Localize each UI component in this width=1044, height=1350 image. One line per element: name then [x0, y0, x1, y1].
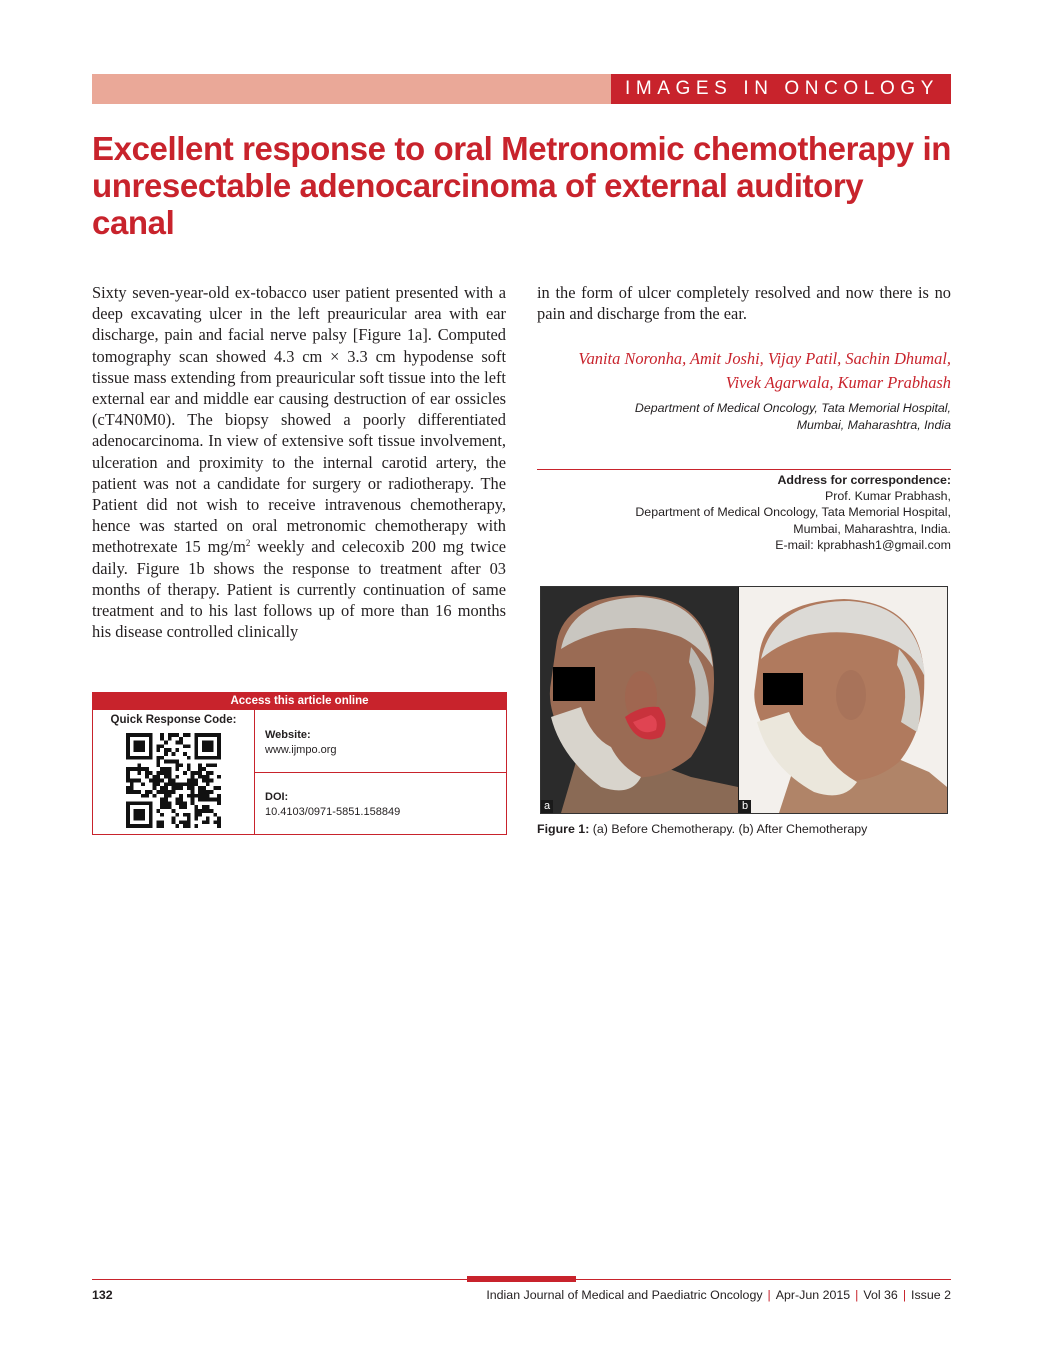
panel-a-letter: a [541, 800, 553, 813]
correspondence-block [537, 472, 951, 553]
qr-code-icon[interactable] [126, 733, 221, 828]
qr-cell [93, 710, 255, 834]
author-line-2: Vivek Agarwala, Kumar Prabhash [725, 373, 951, 392]
section-banner [92, 74, 951, 104]
affiliation-line-2: Mumbai, Maharashtra, India [796, 418, 951, 432]
body-left-column [92, 282, 506, 642]
figure-panel-a-before [541, 587, 738, 813]
body-right-column: in the form of ulcer completely resolved and now there is no pain and discharge from the ear. [537, 283, 951, 324]
correspondence-city: Mumbai, Maharashtra, India. [793, 521, 951, 536]
separator: | [855, 1288, 859, 1302]
footer-accent-tab [467, 1276, 576, 1282]
author-list [537, 347, 951, 395]
website-link[interactable]: www.ijmpo.org [265, 744, 337, 756]
journal-citation-line [486, 1287, 951, 1303]
correspondence-divider [537, 469, 951, 470]
access-article-box [92, 692, 507, 835]
access-box-header: Access this article online [93, 693, 506, 710]
doi-label: DOI: [265, 791, 289, 803]
volume: Vol 36 [863, 1288, 898, 1302]
doi-value[interactable]: 10.4103/0971-5851.158849 [265, 806, 401, 818]
affiliation [537, 400, 951, 434]
figure-caption [537, 821, 951, 837]
superscript-2: 2 [245, 538, 251, 549]
qr-label: Quick Response Code: [110, 714, 237, 726]
patient-photo-after [739, 587, 947, 813]
section-label: IMAGES IN ONCOLOGY [611, 74, 951, 104]
correspondence-name: Prof. Kumar Prabhash, [824, 489, 951, 504]
website-label: Website: [265, 729, 311, 741]
patient-photo-before [541, 587, 738, 813]
page-number: 132 [92, 1288, 113, 1302]
separator: | [767, 1288, 771, 1302]
body-text-part2: weekly and celecoxib 200 mg twice daily. Figure 1b shows the response to treatment after 03 months of therapy. Patient is currently continuation of same treatment and to his last follows up of more than 16 months his disease controlled clinically [92, 537, 507, 642]
issue-date: Apr-Jun 2015 [775, 1288, 851, 1302]
correspondence-department: Department of Medical Oncology, Tata Memorial Hospital, [635, 505, 951, 520]
correspondence-heading: Address for correspondence: [777, 473, 951, 487]
figure-caption-text: (a) Before Chemotherapy. (b) After Chemotherapy [589, 822, 868, 836]
body-text-part1: Sixty seven-year-old ex-tobacco user patient presented with a deep excavating ulcer in the left preauricular area with ear discharge, pain and facial nerve palsy [Figure 1a]. Computed tomography scan showed 4.3 cm × 3.3 cm hypodense soft tissue mass extending from preauricular soft tissue into the left external ear and middle ear causing destruction of ear ossicles (cT4N0M0). The biopsy showed a poorly differentiated adenocarcinoma. In view of extensive soft tissue involvement, ulceration and proximity to the internal carotid artery, the patient was not a candidate for surgery or radiotherapy. The Patient did not wish to receive intravenous chemotherapy, hence was started on oral metronomic chemotherapy with methotrexate 15 mg/m [92, 283, 506, 557]
article-title: Excellent response to oral Metronomic chemotherapy in unresectable adenocarcinoma of external auditory canal [92, 130, 952, 241]
journal-name: Indian Journal of Medical and Paediatric Oncology [486, 1288, 763, 1302]
correspondence-email: E-mail: kprabhash1@gmail.com [775, 537, 951, 552]
figure-1 [540, 586, 948, 814]
panel-b-letter: b [739, 800, 751, 813]
issue-number: Issue 2 [911, 1288, 951, 1302]
qr-code-modules [126, 733, 221, 828]
figure-panel-b-after [739, 587, 947, 813]
author-line-1: Vanita Noronha, Amit Joshi, Vijay Patil, Sachin Dhumal, [578, 349, 951, 368]
figure-caption-label: Figure 1: [537, 822, 590, 836]
separator: | [902, 1288, 907, 1302]
doi-cell [255, 773, 506, 834]
website-cell [255, 710, 506, 773]
affiliation-line-1: Department of Medical Oncology, Tata Memorial Hospital, [634, 401, 951, 415]
